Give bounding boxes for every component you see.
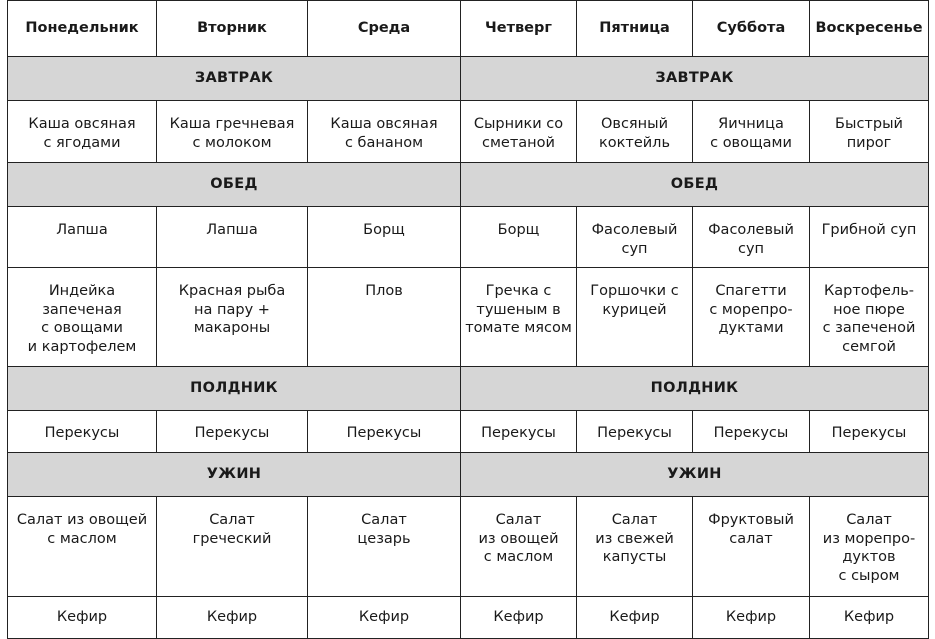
day-header-thursday: Четверг <box>461 1 577 57</box>
meal-text-line: Красная рыба <box>178 283 286 299</box>
meal-text <box>726 608 776 627</box>
meal-cell-wednesday <box>308 268 461 367</box>
breakfast-row <box>7 101 929 163</box>
meal-text <box>498 221 540 240</box>
meal-cell-saturday <box>693 497 810 597</box>
meal-cell-friday <box>577 101 693 163</box>
meal-text-line: ное пюре <box>833 301 905 318</box>
meal-text-line: Быстрый <box>835 116 903 132</box>
meal-text-line: капусты <box>602 549 667 565</box>
meal-text <box>170 115 295 152</box>
meal-text-line: Горшочки с <box>590 283 679 299</box>
meal-text-line: коктейль <box>599 134 670 151</box>
meal-cell-sunday <box>810 411 929 453</box>
section-lunch <box>7 163 929 207</box>
meal-text-line: Кефир <box>843 609 895 625</box>
day-header-friday: Пятница <box>577 1 693 57</box>
meal-text-line: с бананом <box>344 134 424 151</box>
meal-cell-tuesday <box>157 597 308 639</box>
meal-cell-friday <box>577 268 693 367</box>
meal-text-line: Сырники со <box>473 116 564 132</box>
meal-text-line: Перекусы <box>194 425 270 441</box>
meal-text-line: Лапша <box>56 222 108 238</box>
meal-cell-sunday <box>810 101 929 163</box>
meal-text-line: Кефир <box>206 609 258 625</box>
lunch-soup-row <box>7 207 929 268</box>
meal-text <box>478 511 558 567</box>
section-label-right: ОБЕД <box>461 163 929 207</box>
meal-text <box>474 115 563 152</box>
meal-text-line: Борщ <box>497 222 540 238</box>
meal-cell-saturday <box>693 597 810 639</box>
meal-text <box>481 424 556 443</box>
day-header-saturday: Суббота <box>693 1 810 57</box>
section-label-right: ПОЛДНИК <box>461 367 929 411</box>
meal-text-line: Каша гречневая <box>169 116 295 132</box>
meal-text-line: с маслом <box>483 549 554 565</box>
meal-text <box>710 115 792 152</box>
meal-text-line: Салат <box>361 512 407 528</box>
meal-text-line: Кефир <box>493 609 544 625</box>
meal-text-line: Овсяный <box>600 116 668 132</box>
meal-text-line: запеченая <box>42 301 122 318</box>
header-row <box>7 0 929 57</box>
meal-text <box>597 424 672 443</box>
meal-text-line: Салат <box>209 512 255 528</box>
section-label-left: ОБЕД <box>7 163 461 207</box>
meal-text-line: дуктами <box>718 320 784 336</box>
meal-text-line: Индейка <box>48 283 116 299</box>
meal-text-line: с овощами <box>710 134 792 151</box>
meal-text <box>823 282 916 356</box>
meal-text-line: курицей <box>602 301 667 318</box>
meal-text-line: с запеченой <box>822 320 916 336</box>
meal-text-line: пирог <box>846 134 892 151</box>
meal-text <box>832 424 907 443</box>
meal-text-line: с морепро- <box>709 301 793 318</box>
dinner-row <box>7 497 929 597</box>
meal-text <box>207 608 257 627</box>
meal-text <box>28 115 135 152</box>
meal-cell-monday <box>7 268 157 367</box>
day-header-sunday: Воскресенье <box>810 1 929 57</box>
meal-text <box>206 221 257 240</box>
meal-cell-thursday <box>461 597 577 639</box>
meal-text <box>714 424 789 443</box>
meal-text-line: Фруктовый <box>708 512 794 528</box>
meal-cell-wednesday <box>308 497 461 597</box>
snack-row <box>7 411 929 453</box>
meal-text <box>595 511 674 567</box>
meal-cell-monday <box>7 101 157 163</box>
meal-text-line: Кефир <box>609 609 660 625</box>
meal-cell-tuesday <box>157 207 308 268</box>
meal-text-line: греческий <box>192 530 272 547</box>
lunch-main-row <box>7 268 929 367</box>
meal-text-line: Перекусы <box>481 425 556 441</box>
meal-text-line: с ягодами <box>43 134 121 151</box>
meal-text-line: Фасолевый <box>591 222 678 238</box>
meal-cell-wednesday <box>308 101 461 163</box>
meal-cell-thursday <box>461 497 577 597</box>
day-header-tuesday: Вторник <box>157 1 308 57</box>
meal-text <box>844 608 894 627</box>
meal-text-line: суп <box>621 240 648 257</box>
day-header-monday: Понедельник <box>7 1 157 57</box>
meal-text-line: Кефир <box>56 609 108 625</box>
section-dinner <box>7 453 929 497</box>
meal-cell-wednesday <box>308 597 461 639</box>
meal-cell-tuesday <box>157 497 308 597</box>
meal-cell-thursday <box>461 101 577 163</box>
meal-text <box>28 282 137 356</box>
meal-text <box>493 608 543 627</box>
section-snack <box>7 367 929 411</box>
meal-text <box>195 424 270 443</box>
meal-text <box>17 511 147 548</box>
meal-text-line: цезарь <box>357 530 411 547</box>
meal-cell-sunday <box>810 597 929 639</box>
meal-text <box>822 221 917 240</box>
day-header-wednesday: Среда <box>308 1 461 57</box>
meal-text-line: на пару + <box>194 301 270 318</box>
meal-text-line: томате мясом <box>465 320 572 336</box>
meal-text-line: сметаной <box>482 134 555 151</box>
meal-text <box>56 221 107 240</box>
meal-text-line: с сыром <box>838 567 900 584</box>
meal-text-line: Плов <box>365 283 403 299</box>
meal-cell-thursday <box>461 268 577 367</box>
meal-text-line: Кефир <box>358 609 410 625</box>
meal-text-line: Салат <box>495 512 542 528</box>
meal-cell-tuesday <box>157 101 308 163</box>
meal-text <box>330 115 437 152</box>
meal-text <box>592 221 678 258</box>
meal-cell-tuesday <box>157 268 308 367</box>
meal-text <box>45 424 120 443</box>
meal-text-line: Салат <box>846 512 892 528</box>
meal-text-line: Борщ <box>363 222 405 238</box>
meal-text <box>609 608 659 627</box>
meal-text <box>359 608 409 627</box>
section-label-right: ЗАВТРАК <box>461 57 929 101</box>
meal-cell-wednesday <box>308 411 461 453</box>
meal-text <box>709 282 792 338</box>
meal-text-line: тушеным в <box>476 301 561 318</box>
meal-text <box>465 282 572 338</box>
meal-text-line: Картофель- <box>823 283 915 299</box>
meal-cell-wednesday <box>308 207 461 268</box>
meal-text-line: из морепро- <box>822 530 916 547</box>
meal-text-line: Перекусы <box>44 425 120 441</box>
meal-text <box>57 608 107 627</box>
meal-cell-friday <box>577 207 693 268</box>
meal-text <box>590 282 678 319</box>
meal-text-line: Каша овсяная <box>28 116 136 132</box>
meal-text <box>835 115 903 152</box>
meal-text-line: с молоком <box>192 134 272 151</box>
meal-cell-saturday <box>693 268 810 367</box>
meal-text <box>347 424 422 443</box>
meal-text-line: Перекусы <box>831 425 907 441</box>
meal-cell-saturday <box>693 411 810 453</box>
section-label-left: ЗАВТРАК <box>7 57 461 101</box>
meal-text <box>193 511 272 548</box>
meal-cell-friday <box>577 411 693 453</box>
meal-text <box>708 221 794 258</box>
meal-text-line: Кефир <box>725 609 777 625</box>
meal-text <box>708 511 794 548</box>
meal-cell-thursday <box>461 411 577 453</box>
meal-text <box>599 115 670 152</box>
meal-text-line: и картофелем <box>27 338 137 355</box>
meal-cell-tuesday <box>157 411 308 453</box>
meal-text-line: Гречка с <box>485 283 552 299</box>
meal-cell-monday <box>7 207 157 268</box>
meal-text-line: из свежей <box>595 530 674 547</box>
meal-text-line: семгой <box>842 338 896 355</box>
meal-cell-monday <box>7 497 157 597</box>
weekly-meal-plan-table <box>7 0 929 639</box>
meal-text-line: Перекусы <box>597 425 672 441</box>
meal-text-line: Салат из овощей <box>16 512 148 528</box>
meal-cell-sunday <box>810 497 929 597</box>
meal-text <box>823 511 915 585</box>
meal-text-line: Перекусы <box>713 425 789 441</box>
meal-text <box>357 511 410 548</box>
meal-cell-monday <box>7 411 157 453</box>
meal-text <box>365 282 403 301</box>
meal-cell-saturday <box>693 101 810 163</box>
meal-cell-friday <box>577 597 693 639</box>
meal-text-line: дуктов <box>842 549 896 565</box>
meal-text <box>179 282 286 338</box>
meal-text-line: Яичница <box>718 116 784 132</box>
meal-cell-saturday <box>693 207 810 268</box>
meal-text <box>363 221 405 240</box>
meal-text-line: с маслом <box>47 530 117 547</box>
meal-text-line: из овощей <box>478 530 559 547</box>
meal-text-line: Спагетти <box>715 283 787 299</box>
meal-text-line: Грибной суп <box>821 222 917 238</box>
meal-text-line: суп <box>737 240 765 257</box>
meal-cell-friday <box>577 497 693 597</box>
meal-text-line: Каша овсяная <box>330 116 438 132</box>
meal-text-line: Перекусы <box>346 425 422 441</box>
meal-text-line: Фасолевый <box>708 222 794 238</box>
section-label-right: УЖИН <box>461 453 929 497</box>
meal-cell-thursday <box>461 207 577 268</box>
section-label-left: ПОЛДНИК <box>7 367 461 411</box>
dinner-drink-row <box>7 597 929 639</box>
meal-text-line: макароны <box>193 320 271 336</box>
meal-text-line: с овощами <box>41 320 123 336</box>
section-label-left: УЖИН <box>7 453 461 497</box>
section-breakfast <box>7 57 929 101</box>
meal-text-line: Салат <box>611 512 658 528</box>
meal-cell-sunday <box>810 268 929 367</box>
meal-cell-monday <box>7 597 157 639</box>
meal-text-line: салат <box>729 530 773 547</box>
meal-cell-sunday <box>810 207 929 268</box>
meal-text-line: Лапша <box>206 222 258 238</box>
